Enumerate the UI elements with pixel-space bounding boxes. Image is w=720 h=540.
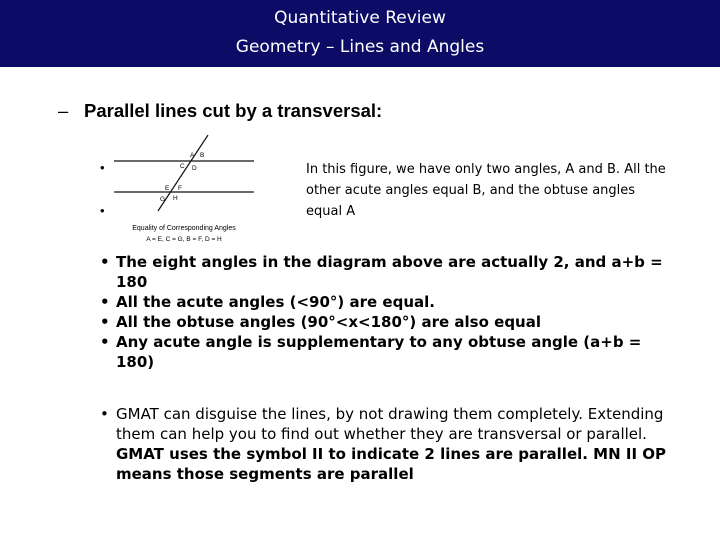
angle-label-e: E xyxy=(165,185,170,192)
list-item xyxy=(100,312,680,332)
bullet-marker: • xyxy=(100,203,105,218)
list-item-text: All the obtuse angles (90°<x<180°) are also equal xyxy=(116,313,541,331)
angle-label-d: D xyxy=(192,165,197,172)
parallel-lines-figure xyxy=(110,135,258,249)
header-subtitle: Geometry – Lines and Angles xyxy=(235,37,485,57)
gmat-note-normal: GMAT can disguise the lines, by not drawing them completely. Extending them can help you to find out whether they are transversal or parallel. xyxy=(116,405,664,443)
bullet-marker: • xyxy=(100,160,105,175)
angle-label-h: H xyxy=(173,195,178,202)
list-item xyxy=(100,332,680,372)
list-item xyxy=(100,252,680,292)
angle-label-g: G xyxy=(160,196,166,203)
bullet-marker: • xyxy=(100,405,109,423)
bullet-marker: • xyxy=(100,313,110,331)
angle-label-a: A xyxy=(190,152,195,159)
figure-equalities: A = E, C = G, B = F, D = H xyxy=(146,236,222,243)
slide-header xyxy=(0,0,720,67)
angle-label-f: F xyxy=(178,185,182,192)
bullet-marker: • xyxy=(100,333,110,351)
figure-note: In this figure, we have only two angles, A and B. All the other acute angles equal B, and the obtuse angles equal A xyxy=(306,162,666,219)
section-heading-text: Parallel lines cut by a transversal: xyxy=(84,100,383,121)
gmat-note-text xyxy=(100,404,680,484)
dash-marker: – xyxy=(58,100,69,121)
bullet-marker: • xyxy=(100,293,110,311)
angle-label-b: B xyxy=(200,152,205,159)
angle-label-c: C xyxy=(180,163,185,170)
gmat-note-bold: GMAT uses the symbol II to indicate 2 lines are parallel. MN II OP means those segments are parallel xyxy=(116,445,667,483)
figure-caption: Equality of Corresponding Angles xyxy=(132,225,236,232)
gmat-note xyxy=(100,404,680,484)
list-item-text: Any acute angle is supplementary to any obtuse angle (a+b = 180) xyxy=(116,333,642,371)
list-item-text: The eight angles in the diagram above are actually 2, and a+b = 180 xyxy=(116,253,663,291)
transversal-line xyxy=(158,135,208,211)
section-heading xyxy=(58,100,382,122)
list-item xyxy=(100,292,680,312)
header-title: Quantitative Review xyxy=(274,8,446,28)
list-item-text: All the acute angles (<90°) are equal. xyxy=(116,293,435,311)
bullet-marker: • xyxy=(100,253,110,271)
figure-diagram xyxy=(110,135,258,249)
key-points-list xyxy=(100,252,680,372)
